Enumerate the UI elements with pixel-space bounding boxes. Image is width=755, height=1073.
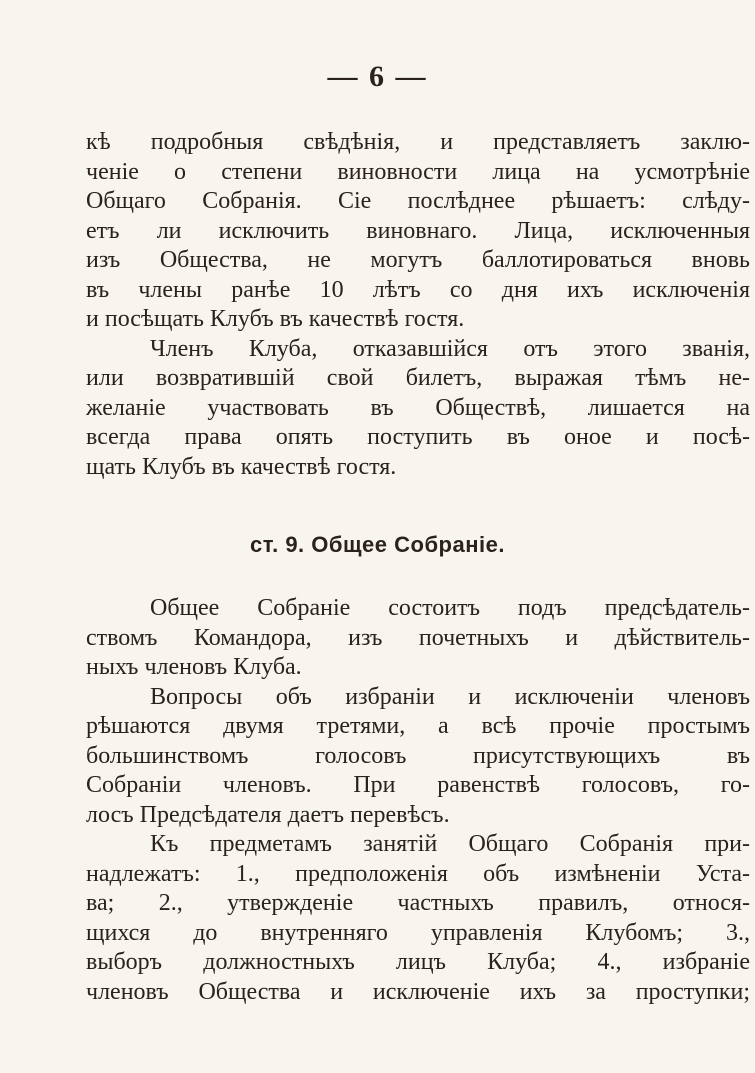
text-line: ва; 2., утвержденіе частныхъ правилъ, относя- bbox=[86, 890, 750, 916]
text-line: Собраніи членовъ. При равенствѣ голосовъ, го- bbox=[86, 772, 750, 798]
text-line: ченіе о степени виновности лица на усмотрѣніе bbox=[86, 158, 750, 185]
text-line: выборъ должностныхъ лицъ Клуба; 4., избраніе bbox=[86, 949, 750, 975]
text-block-2 bbox=[86, 594, 750, 1007]
text-line: Общее Собраніе состоитъ подъ предсѣдатель- bbox=[150, 595, 750, 621]
text-line: и посѣщать Клубъ въ качествѣ гостя. bbox=[86, 306, 465, 332]
text-line: щать Клубъ въ качествѣ гостя. bbox=[86, 453, 397, 480]
text-line: Къ предметамъ занятій Общаго Собранія при- bbox=[150, 831, 750, 857]
text-line: надлежатъ: 1., предположенія объ измѣненіи Уста- bbox=[86, 860, 750, 887]
text-line: ныхъ членовъ Клуба. bbox=[86, 654, 302, 680]
text-line: Общаго Собранія. Сіе послѣднее рѣшаетъ: слѣду- bbox=[86, 188, 750, 214]
text-line: ствомъ Командора, изъ почетныхъ и дѣйствитель- bbox=[86, 624, 750, 651]
text-line: етъ ли исключить виновнаго. Лица, исключенныя bbox=[86, 217, 750, 244]
text-line: рѣшаются двумя третями, а всѣ прочіе простымъ bbox=[86, 713, 750, 739]
text-line: большинствомъ голосовъ присутствующихъ въ bbox=[86, 742, 750, 769]
text-block-1 bbox=[86, 128, 750, 482]
text-line: изъ Общества, не могутъ баллотироваться вновь bbox=[86, 247, 750, 273]
text-line: Вопросы объ избраніи и исключеніи членовъ bbox=[150, 683, 750, 710]
text-line: въ члены ранѣе 10 лѣтъ со дня ихъ исключенія bbox=[86, 276, 750, 303]
text-line: всегда права опять поступить въ оное и посѣ- bbox=[86, 424, 750, 450]
section-heading: ст. 9. Общее Собранiе. bbox=[250, 532, 505, 557]
text-line: желаніе участвовать въ Обществѣ, лишается на bbox=[86, 394, 750, 421]
text-line: членовъ Общества и исключеніе ихъ за проступки; bbox=[86, 978, 750, 1005]
text-line: лосъ Предсѣдателя даетъ перевѣсъ. bbox=[86, 801, 450, 828]
text-line: щихся до внутренняго управленія Клубомъ; 3., bbox=[86, 919, 750, 946]
text-line: Членъ Клуба, отказавшійся отъ этого званія, bbox=[150, 335, 750, 362]
text-line: кѣ подробныя свѣдѣнія, и представляетъ заклю- bbox=[86, 129, 750, 155]
page-number: — 6 — bbox=[327, 60, 428, 93]
text-line: или возвратившій свой билетъ, выражая тѣмъ не- bbox=[86, 365, 750, 391]
